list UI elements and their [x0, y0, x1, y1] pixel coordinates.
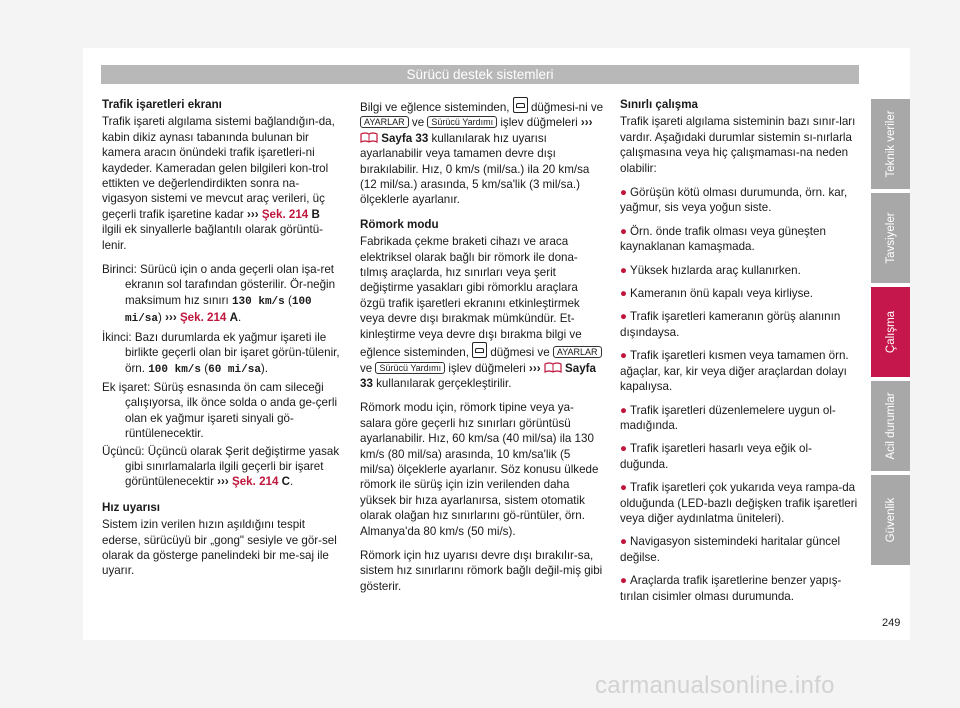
speed-value: 130 km/s [231, 295, 285, 308]
figure-ref-link[interactable]: Şek. 214 [179, 311, 227, 325]
paragraph-romork [360, 234, 604, 391]
car-button-icon [513, 97, 528, 113]
text: Fabrikada çekme braketi cihazı ve araca elektriksel olarak bağlı bir römork ile dona-tılmış araçlarda, hız sınırları veya şerit değiştirme yasakları gibi römorklu araçlara özgü trafik işaretleri ekranını etkinleştirmek veya devre dışı bırakmak mümkündür. Et-kinleştirme veya devre dışı bırakma bilgi ve eğlence sisteminden, [360, 235, 582, 360]
bullet-icon: ● [620, 224, 628, 238]
paragraph-hiz-uyarisi: Sistem izin verilen hızın aşıldığını tespit ederse, sürücüyü bir „gong" sesiyle ve gör-sel olarak da gösterge panelindeki bir me-saj ile uyarır. [102, 518, 337, 578]
text: işlev düğmeleri [445, 361, 529, 375]
list-item-text: Navigasyon sistemindeki haritalar güncel değilse. [620, 535, 841, 564]
ayarlar-button-label: AYARLAR [360, 116, 409, 128]
tab-teknik-veriler[interactable] [871, 99, 910, 189]
margin-left [0, 48, 83, 708]
surucu-yardimi-button-label: Sürücü Yardımı [375, 362, 445, 374]
list-item-text: Görüşün kötü olması durumunda, örn. kar, yağmur, sis veya yoğun siste. [620, 186, 848, 215]
tab-label: Tavsiyeler [884, 212, 897, 264]
text: kullanılarak hız uyarısı ayarlanabilir veya tamamen devre dışı bırakılabilir. Hız, 0 km/s (mil/sa.) ila 20 km/sa (12 mil/sa.) arasında, 5 km/sa'lik (3 mil/sa.) ölçeklerle ayarlanır. [360, 131, 590, 207]
arrow-glyph: ››› [528, 361, 541, 375]
section-header: Sürücü destek sistemleri [101, 65, 859, 84]
bullet-icon: ● [620, 263, 628, 277]
text: düğmesi-ni ve [527, 101, 604, 114]
figure-ref-link[interactable]: Şek. 214 [261, 207, 309, 221]
figure-letter: A [229, 311, 238, 325]
text: ve [411, 116, 425, 130]
heading-hiz-uyarisi: Hız uyarısı [102, 500, 160, 514]
arrow-glyph: ››› [580, 116, 593, 130]
bullet-icon: ● [620, 349, 628, 363]
ayarlar-button-label: AYARLAR [553, 346, 602, 358]
text: Üçüncü: Üçüncü olarak Şerit değiştirme yasak gibi sınırlamalarla ilgili geçerli bir işaret görüntülenecektir [102, 444, 340, 489]
tab-label: Çalışma [884, 310, 897, 354]
list-item [620, 573, 860, 604]
text: ilgili ek sinyallerle bağlantılı olarak görüntü-lenir. [102, 223, 324, 252]
item-ucuncu: Üçüncü: Üçüncü olarak Şerit değiştirme yasak gibi sınırlamalarla ilgili geçerli bir işaret görüntülenecektir ››› Şek. 214 C. [102, 444, 340, 489]
heading-romork-modu: Römork modu [360, 217, 439, 231]
tab-tavsiyeler[interactable] [871, 193, 910, 283]
list-item-text: Trafik işaretleri çok yukarıda veya rampa-da olduğunda (LED-bazlı değişken trafik işaretleri veya diğer aydınlatma üniteleri). [620, 481, 858, 525]
text: kullanılarak gerçekleştirilir. [372, 376, 512, 390]
bullet-icon: ● [620, 287, 628, 301]
list-item-text: Trafik işaretleri hasarlı veya eğik ol-duğunda. [620, 442, 812, 471]
arrow-glyph: ››› [217, 475, 229, 489]
list-item [620, 534, 860, 565]
text: Birinci: Sürücü için o anda geçerli olan işa-ret ekranın sol tarafından gösterilir. Ör-neğin maksimum hız sınırı [102, 263, 336, 307]
tab-label: Teknik veriler [884, 110, 897, 178]
margin-right [910, 48, 960, 708]
arrow-glyph: ››› [165, 311, 177, 325]
watermark: carmanualsonline.info [595, 672, 835, 699]
paragraph-intro [102, 114, 342, 253]
list-item [620, 441, 860, 472]
book-icon [544, 362, 562, 373]
list-item [620, 185, 860, 216]
list-item [620, 480, 860, 526]
heading-trafik-isaretleri: Trafik işaretleri ekranı [102, 98, 222, 111]
list-item-text: Trafik işaretleri düzenlemelere uygun ol-madığında. [620, 403, 836, 432]
paragraph-sinirli: Trafik işareti algılama sisteminin bazı sınır-ları vardır. Aşağıdaki durumlar sistemin sı-nırlarla çalışmasına veya hiç çalışmaması-na neden olabilir: [620, 115, 856, 175]
surucu-yardimi-button-label: Sürücü Yardımı [427, 116, 497, 128]
figure-letter: B [311, 207, 320, 221]
item-ikinci: İkinci: Bazı durumlarda ek yağmur işareti ile birlikte geçerli olan bir işaret görün-tülenir, örn. 100 km/s (60 mi/sa). [102, 330, 340, 376]
text: İkinci: Bazı durumlarda ek yağmur işareti ile birlikte geçerli olan bir işaret görün-tülenir, örn. [102, 330, 340, 375]
list-item [620, 263, 860, 278]
speed-value: 60 mi/sa [208, 363, 261, 376]
tab-acil-durumlar[interactable] [871, 381, 910, 471]
bullet-icon: ● [620, 310, 628, 324]
tab-label: Acil durumlar [884, 392, 897, 460]
list-item-text: Trafik işaretleri kameranın görüş alanının dışındaysa. [620, 310, 841, 339]
page-ref[interactable]: Sayfa 33 [360, 361, 596, 390]
paragraph-romork-hiz: Römork modu için, römork tipine veya ya-salara göre geçerli hız sınırları görüntüsü ayarlanabilir. Hız, 60 km/sa (40 mil/sa) ila 130 km/s (80 mil/sa) arasında, 10 km/sa'lik (5 mil/sa) ölçeklerle ayarlanır. Söz konusu ülkede römork ile sürüş için izin verilenden daha yüksek bir hıza ayarlanırsa, sistem otomatik olarak olağan hız sınırlarını gö-rüntüler, örn. Almanya'da 80 km/s (50 mi/s). [360, 401, 599, 538]
bullet-icon: ● [620, 535, 628, 549]
page-ref[interactable]: Sayfa 33 [381, 131, 429, 145]
column-3 [620, 97, 860, 612]
figure-ref-link[interactable]: Şek. 214 [232, 475, 279, 489]
speed-value: 100 km/s [148, 363, 202, 376]
arrow-glyph: ››› [246, 207, 259, 221]
tab-guvenlik[interactable] [871, 475, 910, 565]
margin-top [0, 0, 960, 48]
paragraph-romork-uyari: Römork için hız uyarısı devre dışı bırakılır-sa, sistem hız sınırlarını römork bağlı değil-miş gibi gösterir. [360, 548, 603, 593]
text: işlev düğmeleri [497, 116, 581, 130]
list-item-text: Araçlarda trafik işaretlerine benzer yapış-tırılan cisimler olması durumunda. [620, 574, 842, 603]
list-item [620, 224, 860, 255]
car-button-icon [472, 342, 487, 358]
list-item-text: Örn. önde trafik olması veya güneşten kaynaklanan kamaşmada. [620, 224, 826, 254]
item-birinci: Birinci: Sürücü için o anda geçerli olan işa-ret ekranın sol tarafından gösterilir. Ör-neğin maksimum hız sınırı 130 km/s (100 mi/sa) ››› Şek. 214 A. [102, 263, 336, 326]
column-1 [102, 97, 342, 588]
item-ek-isaret: Ek işaret: Sürüş esnasında ön cam sileceği çalışıyorsa, ilk önce solda o anda ge-çerli olan ek yağmur işareti sinyali gö-rüntülenecektir. [102, 380, 338, 441]
bullet-icon: ● [620, 186, 628, 200]
text: ve [360, 361, 373, 375]
bullet-icon: ● [620, 403, 628, 417]
text: Bilgi ve eğlence sisteminden, [360, 101, 513, 114]
tab-calisma[interactable] [871, 287, 910, 377]
bullet-icon: ● [620, 442, 628, 456]
list-item-text: Yüksek hızlarda araç kullanırken. [630, 263, 801, 277]
bullet-icon: ● [620, 574, 628, 588]
list-item-text: Trafik işaretleri kısmen veya tamamen örn. ağaçlar, kar, kir veya diğer araçlardan dolayı kapalıysa. [620, 349, 849, 394]
figure-letter: C [281, 475, 291, 489]
list-item [620, 309, 860, 340]
column-2 [360, 97, 604, 603]
heading-sinirli-calisma: Sınırlı çalışma [620, 98, 698, 111]
book-icon [360, 132, 378, 143]
text: Trafik işareti algılama sistemi bağlandığın-da, kabin dikiz aynası tabanında bulunan bir kamera aracın önündeki trafik işaretleri-ni kaydeder. Kameradan gelen bilgileri kon-trol ettikten ve değerlendirdikten sonra na-vigasyon sistemi ve mevcut araç verileri, üç geçerli trafik işaretine kadar [102, 115, 335, 221]
list-item [620, 348, 860, 394]
paragraph-settings [360, 97, 604, 208]
tab-label: Güvenlik [884, 497, 897, 543]
text: düğmesi ve [487, 346, 553, 360]
list-item-text: Kameranın önü kapalı veya kirliyse. [630, 287, 814, 301]
list-item [620, 403, 860, 434]
page-number: 249 [882, 617, 901, 629]
speed-value: 100 mi/sa [125, 295, 312, 326]
list-item [620, 286, 860, 301]
bullet-icon: ● [620, 481, 628, 495]
